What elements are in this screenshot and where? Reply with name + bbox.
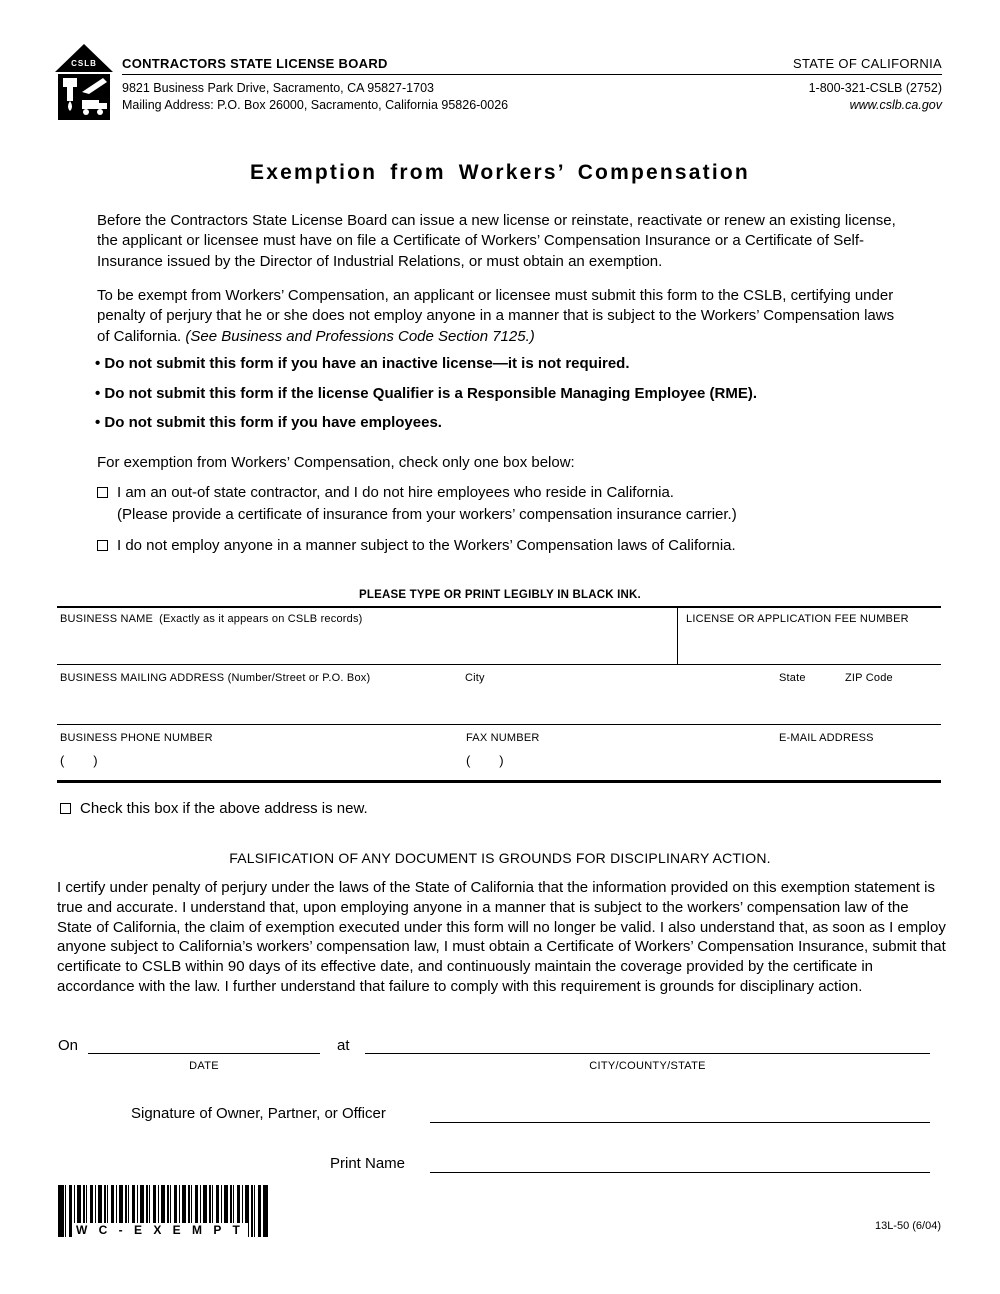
exemption-instruction: For exemption from Workers’ Compensation, check only one box below: (97, 454, 575, 471)
header-rule (122, 74, 942, 75)
svg-text:CSLB: CSLB (71, 59, 97, 68)
signature-input-line[interactable] (430, 1122, 930, 1123)
city-label: City (465, 672, 485, 684)
license-number-label: LICENSE OR APPLICATION FEE NUMBER (686, 613, 909, 625)
state-name: STATE OF CALIFORNIA (793, 56, 942, 71)
checkbox-row-no-employees[interactable] (97, 537, 857, 554)
intro-paragraph-2 (97, 286, 897, 347)
city-county-input-line[interactable] (365, 1053, 930, 1054)
no-employees-checkbox[interactable] (97, 540, 108, 551)
business-name-field[interactable] (60, 628, 670, 662)
checkbox-row-new-address[interactable] (60, 800, 368, 817)
signature-label: Signature of Owner, Partner, or Officer (131, 1105, 386, 1122)
mailing-address-label: BUSINESS MAILING ADDRESS (Number/Street or P.O. Box) (60, 672, 371, 684)
no-employees-label: I do not employ anyone in a manner subject to the Workers’ Compensation laws of California. (117, 537, 736, 554)
business-name-label: BUSINESS NAME (Exactly as it appears on CSLB records) (60, 613, 363, 625)
phone-number: 1-800-321-CSLB (2752) (808, 81, 942, 95)
license-number-field[interactable] (686, 628, 936, 662)
intro-paragraph-1: Before the Contractors State License Board can issue a new license or reinstate, reactivate or renew an existing license, the applicant or licensee must have on file a Certificate of Workers’ Compensation Insurance or a Certificate of Self-Insurance issued by the Director of Industrial Relations, or must obtain an exemption. (97, 212, 896, 270)
cslb-logo-icon (55, 44, 113, 122)
city-county-caption: CITY/COUNTY/STATE (589, 1060, 706, 1072)
email-label: E-MAIL ADDRESS (779, 732, 874, 744)
fax-label: FAX NUMBER (466, 732, 540, 744)
business-name-row (57, 608, 941, 665)
zip-label: ZIP Code (845, 672, 893, 684)
business-name-hint: (Exactly as it appears on CSLB records) (159, 613, 363, 625)
new-address-checkbox[interactable] (60, 803, 71, 814)
mailing-address: Mailing Address: P.O. Box 26000, Sacramento, California 95826-0026 (122, 98, 509, 112)
phone-fax-email-row (57, 725, 941, 783)
zip-field[interactable] (845, 689, 935, 721)
new-address-label: Check this box if the above address is new. (80, 800, 368, 817)
on-label: On (58, 1037, 79, 1054)
bullet-inactive-license: • Do not submit this form if you have an inactive license—it is not required. (95, 355, 925, 372)
barcode-text: W C - E X E M P T (72, 1223, 248, 1237)
state-field[interactable] (779, 689, 839, 721)
form-number: 13L-50 (6/04) (874, 1220, 941, 1232)
business-info-table (57, 606, 941, 783)
intro-paragraph-2-main: To be exempt from Workers’ Compensation, an applicant or licensee must submit this form to the CSLB, certifying under penalty of perjury that he or she does not employ anyone in a manner that is subject to the Workers’ Compensation laws of California. (97, 287, 895, 345)
checkbox-row-out-of-state[interactable] (97, 484, 857, 501)
certification-statement: I certify under penalty of perjury under the laws of the State of California that the information provided on this exemption statement is true and accurate. I understand that, upon employing anyone in a manner that is subject to the workers’ compensation law of the State of California, the claim of exemption executed under this form will no longer be valid. I also understand that, as soon as I employ anyone subject to California’s workers’ compensation law, I must obtain a Certificate of Workers’ Compensation Insurance, submit that certificate to CSLB within 90 days of its effective date, and continuously maintain the coverage provided by the certificate in accordance with the law. I further understand that failure to comply with this requirement is grounds for disciplinary action. (57, 879, 946, 995)
business-phone-field[interactable] (102, 749, 452, 779)
agency-name: CONTRACTORS STATE LICENSE BOARD (122, 56, 388, 71)
page-title: Exemption from Workers’ Compensation (250, 161, 750, 184)
out-of-state-sublabel: (Please provide a certificate of insurance from your workers’ compensation insurance carrier.) (117, 506, 737, 523)
wc-exempt-barcode (58, 1185, 268, 1237)
city-field[interactable] (465, 689, 765, 721)
code-citation: (See Business and Professions Code Section 7125.) (185, 327, 535, 345)
fax-field[interactable] (512, 749, 762, 779)
phone-area-parens: ( ) (60, 753, 98, 768)
falsification-warning: FALSIFICATION OF ANY DOCUMENT IS GROUNDS FOR DISCIPLINARY ACTION. (229, 850, 771, 866)
business-phone-label: BUSINESS PHONE NUMBER (60, 732, 213, 744)
mailing-address-row (57, 665, 941, 725)
website-url: www.cslb.ca.gov (849, 98, 942, 112)
date-caption: DATE (189, 1060, 219, 1072)
print-legibly-notice: PLEASE TYPE OR PRINT LEGIBLY IN BLACK INK. (359, 589, 641, 601)
fax-area-parens: ( ) (466, 753, 504, 768)
bullet-rme-qualifier: • Do not submit this form if the license Qualifier is a Responsible Managing Employee (RME). (95, 385, 925, 402)
at-label: at (337, 1037, 350, 1054)
print-name-input-line[interactable] (430, 1172, 930, 1173)
state-label: State (779, 672, 806, 684)
email-field[interactable] (779, 749, 937, 779)
out-of-state-checkbox[interactable] (97, 487, 108, 498)
column-divider (677, 608, 678, 664)
date-input-line[interactable] (88, 1053, 320, 1054)
bullet-employees: • Do not submit this form if you have employees. (95, 414, 925, 431)
street-address: 9821 Business Park Drive, Sacramento, CA 95827-1703 (122, 81, 434, 95)
mailing-address-field[interactable] (60, 689, 460, 721)
print-name-label: Print Name (330, 1155, 406, 1172)
out-of-state-label: I am an out-of state contractor, and I do not hire employees who reside in California. (117, 484, 674, 501)
